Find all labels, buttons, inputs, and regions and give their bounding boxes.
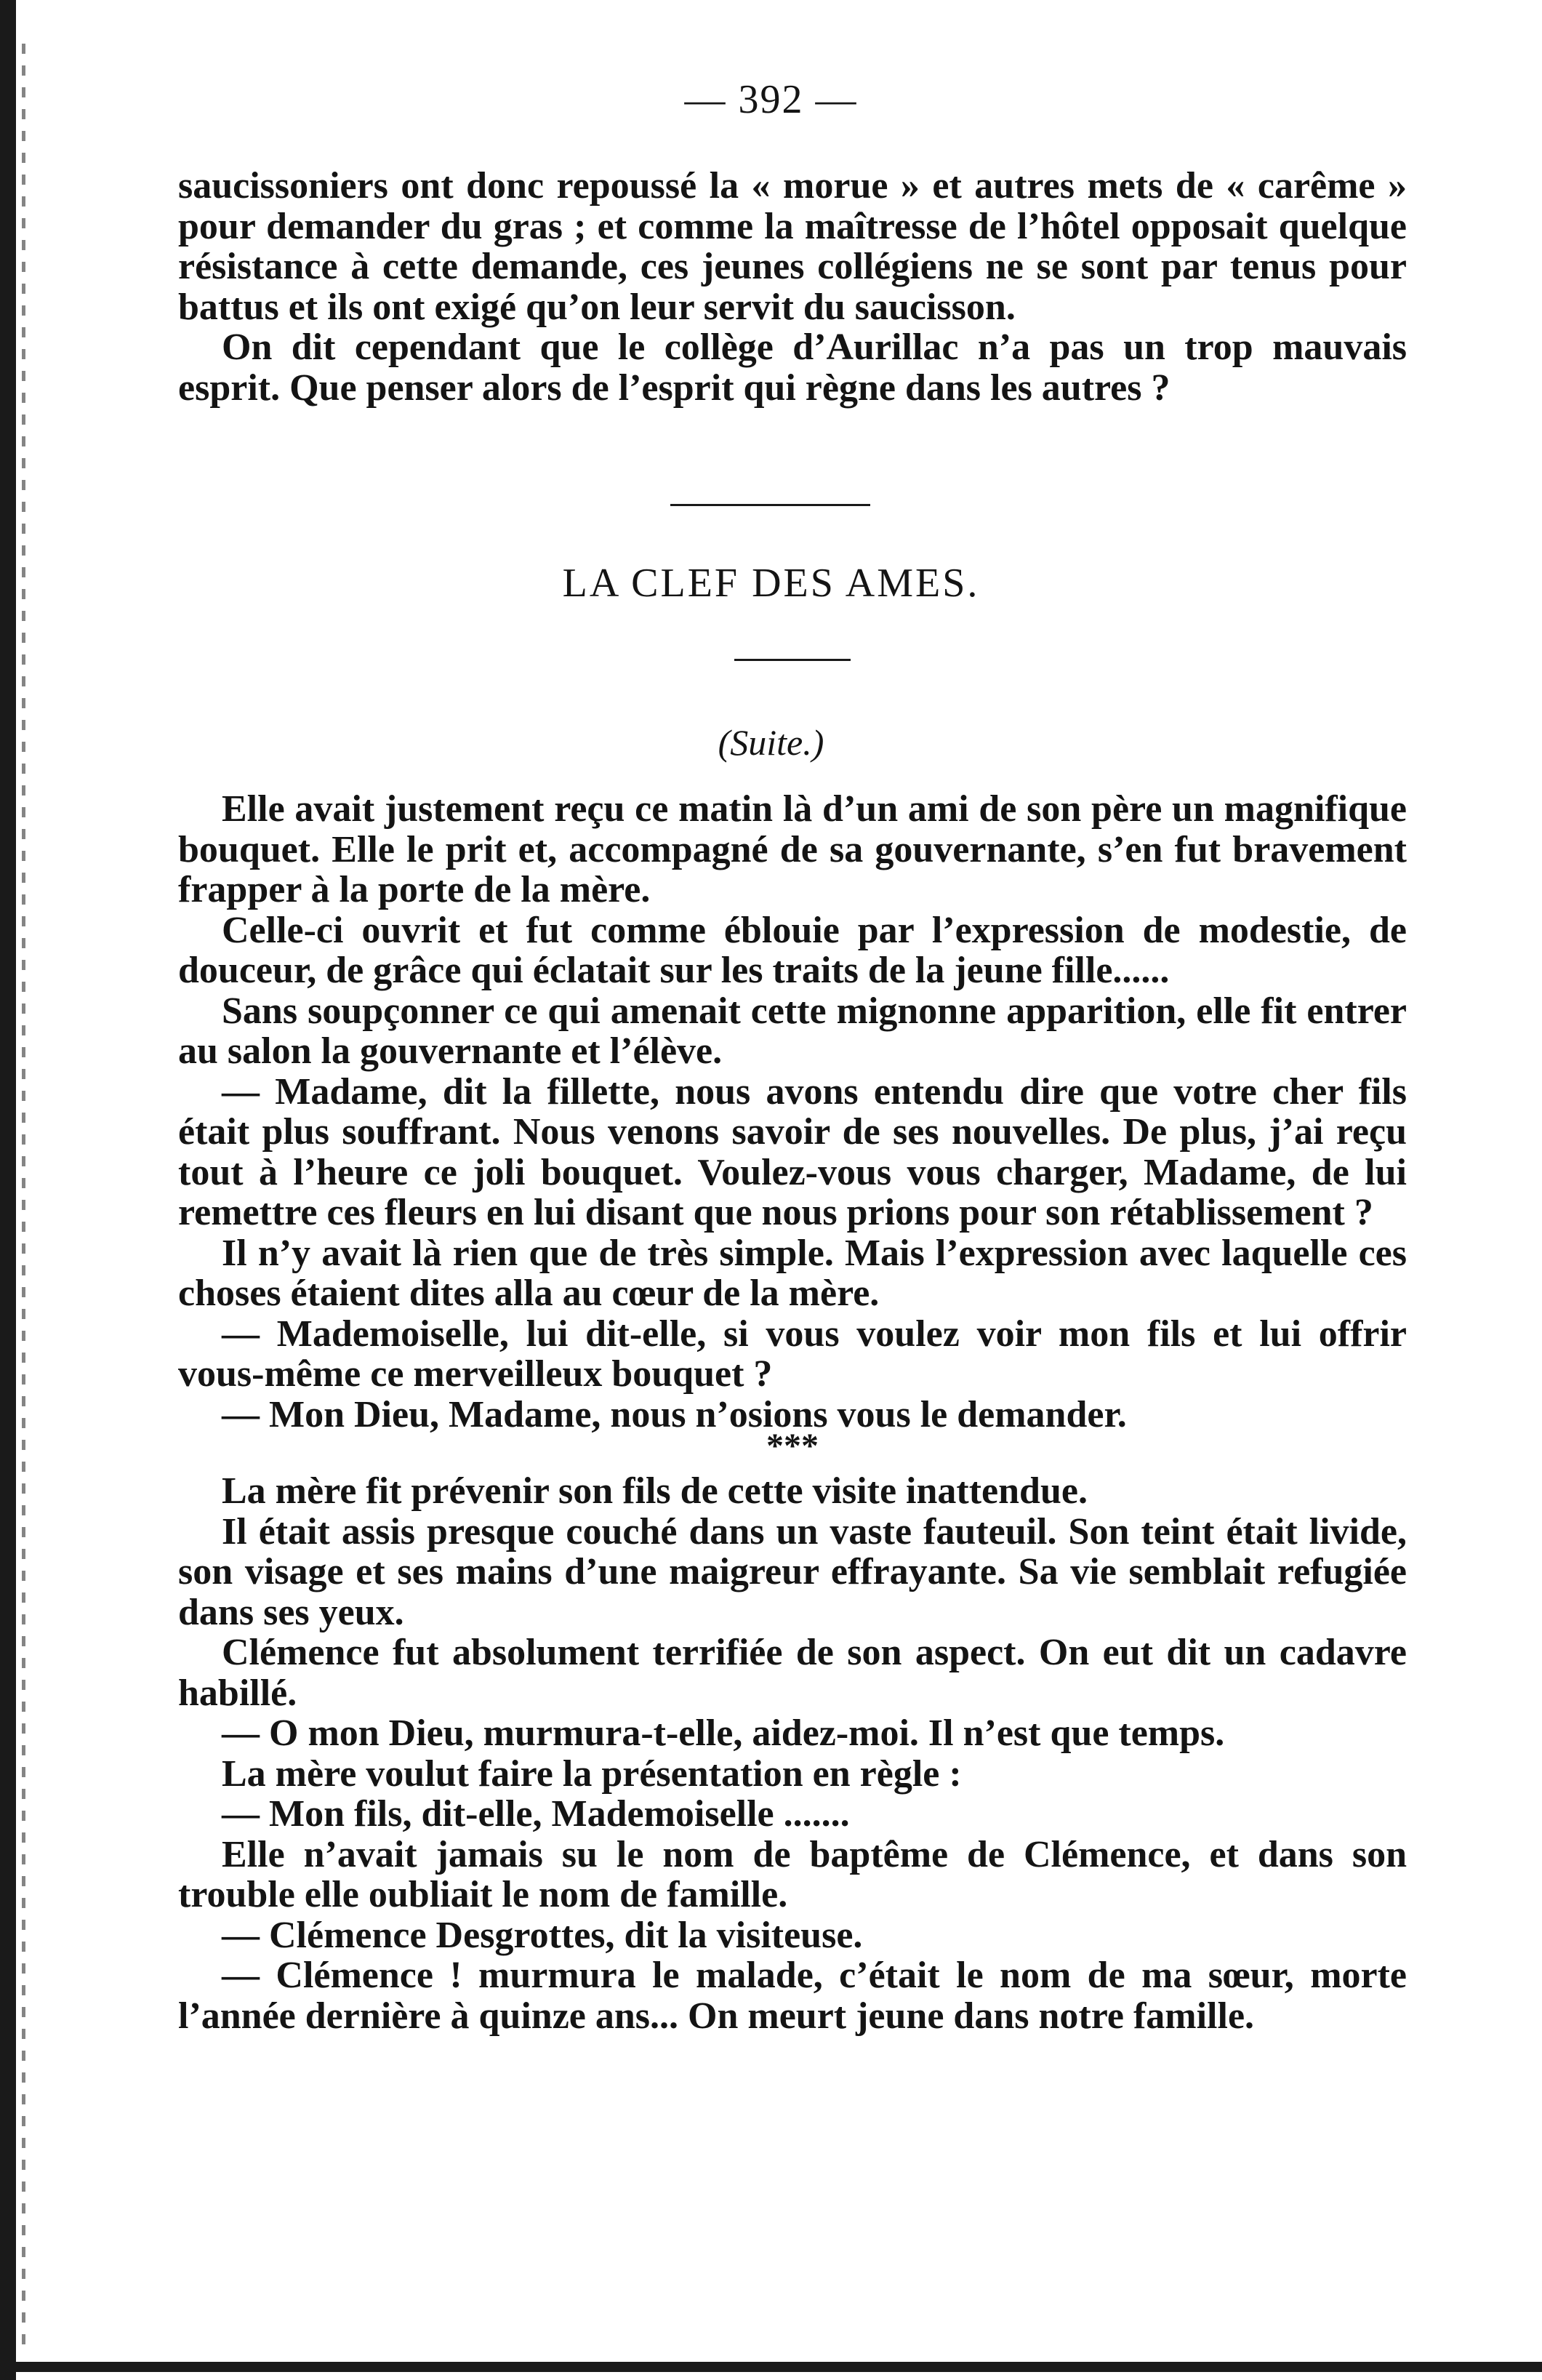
bottom-edge-rule [15,2362,1542,2372]
section-title: LA CLEF DES AMES. [562,561,980,606]
page-number: — 392 — [684,77,858,122]
intro-paragraph-2: On dit cependant que le collège d’Aurillac n’a pas un trop mauvais esprit. Que penser alors de l’esprit qui règne dans les autres ? [178,326,1407,409]
asterism-separator: *** [766,1427,819,1465]
story-paragraph: — O mon Dieu, murmura-t-elle, aidez-moi. Il n’est que temps. [222,1712,1225,1754]
story-paragraph: — Clémence Desgrottes, dit la visiteuse. [222,1914,863,1956]
binding-shadow [22,44,25,2356]
story-paragraph: — Mon Dieu, Madame, nous n’osions vous le demander. [222,1393,1127,1435]
story-paragraph: Il n’y avait là rien que de très simple. Mais l’expression avec laquelle ces choses étaient dites alla au cœur de la mère. [178,1232,1407,1314]
story-paragraph: — Mademoiselle, lui dit-elle, si vous voulez voir mon fils et lui offrir vous-même ce merveilleux bouquet ? [178,1313,1407,1395]
intro-paragraph-1: saucissoniers ont donc repoussé la « morue » et autres mets de « carême » pour demander du gras ; et comme la maîtresse de l’hôtel opposait quelque résistance à cette demande, ces jeunes collégiens ne se sont par tenus pour battus et ils ont exigé qu’on leur servit du saucisson. [178,165,1407,328]
story-paragraph: — Madame, dit la fillette, nous avons entendu dire que votre cher fils était plus souffrant. Nous venons savoir de ses nouvelles. De plus, j’ai reçu tout à l’heure ce joli bouquet. Voulez-vous vous charger, Madame, de lui remettre ces fleurs en lui disant que nous prions pour son rétablissement ? [178,1070,1407,1233]
story-paragraph: La mère fit prévenir son fils de cette visite inattendue. [222,1470,1088,1512]
story-paragraph: Clémence fut absolument terrifiée de son aspect. On eut dit un cadavre habillé. [178,1632,1407,1714]
story-paragraph: Il était assis presque couché dans un vaste fauteuil. Son teint était livide, son visage et ses mains d’une maigreur effrayante. Sa vie semblait refugiée dans ses yeux. [178,1510,1407,1633]
story-paragraph: Elle n’avait jamais su le nom de baptême de Clémence, et dans son trouble elle oubliait le nom de famille. [178,1833,1407,1915]
intro-text [178,166,1407,408]
story-paragraph: — Mon fils, dit-elle, Mademoiselle ....... [222,1793,850,1835]
binding-edge [0,0,16,2380]
story-paragraph: Sans soupçonner ce qui amenait cette mignonne apparition, elle fit entrer au salon la gouvernante et l’élève. [178,990,1407,1072]
title-underline-rule [734,659,851,661]
story-paragraph: Celle-ci ouvrit et fut comme éblouie par l’expression de modestie, de douceur, de grâce qui éclatait sur les traits de la jeune fille...... [178,909,1407,991]
story-paragraph: La mère voulut faire la présentation en règle : [222,1752,962,1795]
story-paragraph: — Clémence ! murmura le malade, c’était le nom de ma sœur, morte l’année dernière à quinze ans... On meurt jeune dans notre famille. [178,1955,1407,2037]
section-subtitle: (Suite.) [718,722,824,763]
section-divider-rule [670,504,870,506]
story-paragraph: Elle avait justement reçu ce matin là d’un ami de son père un magnifique bouquet. Elle le prit et, accompagné de sa gouvernante, s’en fut bravement frapper à la porte de la mère. [178,788,1407,910]
story-text [178,789,1407,2036]
